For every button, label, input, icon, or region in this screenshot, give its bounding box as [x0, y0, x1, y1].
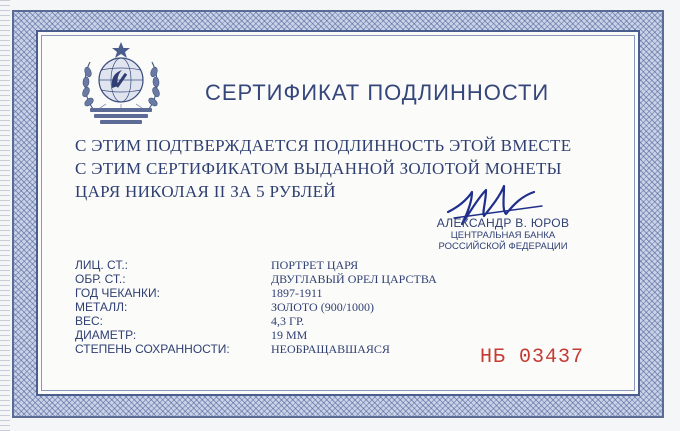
- spec-label: МЕТАЛЛ:: [75, 300, 128, 314]
- scan-ruler: [0, 0, 10, 431]
- spec-row: [75, 300, 435, 314]
- statement-line: С ЭТИМ СЕРТИФИКАТОМ ВЫДАННОЙ ЗОЛОТОЙ МОНЕТЫ: [75, 159, 562, 178]
- spec-row: [75, 272, 435, 286]
- spec-value: 4,3 ГР.: [271, 314, 305, 328]
- spec-value: ПОРТРЕТ ЦАРЯ: [271, 258, 359, 272]
- spec-label: ЛИЦ. СТ.:: [75, 258, 128, 272]
- spec-row: [75, 342, 435, 356]
- signatory-org-line: ЦЕНТРАЛЬНАЯ БАНКА: [450, 230, 556, 241]
- statement-line: ЦАРЯ НИКОЛАЯ II ЗА 5 РУБЛЕЙ: [75, 182, 336, 201]
- spec-label: ДИАМЕТР:: [75, 328, 137, 342]
- statement-line: С ЭТИМ ПОДТВЕРЖДАЕТСЯ ПОДЛИННОСТЬ ЭТОЙ ВМЕСТЕ: [75, 136, 572, 155]
- spec-row: [75, 258, 435, 272]
- spec-row: [75, 286, 435, 300]
- certificate-title: СЕРТИФИКАТ ПОДЛИННОСТИ: [205, 80, 550, 105]
- spec-value: ЗОЛОТО (900/1000): [271, 300, 375, 314]
- spec-value: ДВУГЛАВЫЙ ОРЕЛ ЦАРСТВА: [271, 272, 437, 286]
- coin-specifications: [75, 258, 435, 356]
- spec-row: [75, 328, 435, 342]
- spec-label: ГОД ЧЕКАНКИ:: [75, 286, 160, 300]
- spec-value: НЕОБРАЩАВШАЯСЯ: [271, 342, 390, 356]
- spec-label: ВЕС:: [75, 314, 104, 328]
- spec-value: 19 ММ: [271, 328, 308, 342]
- spec-label: ОБР. СТ.:: [75, 272, 126, 286]
- serial-number: НБ 03437: [480, 346, 585, 369]
- spec-value: 1897-1911: [271, 286, 323, 300]
- spec-row: [75, 314, 435, 328]
- spec-label: СТЕПЕНЬ СОХРАННОСТИ:: [75, 342, 230, 356]
- state-emblem-icon: [76, 38, 166, 128]
- signatory-block: [418, 216, 588, 252]
- signatory-name: АЛЕКСАНДР В. ЮРОВ: [436, 216, 570, 230]
- signatory-org-line: РОССИЙСКОЙ ФЕДЕРАЦИИ: [438, 241, 568, 252]
